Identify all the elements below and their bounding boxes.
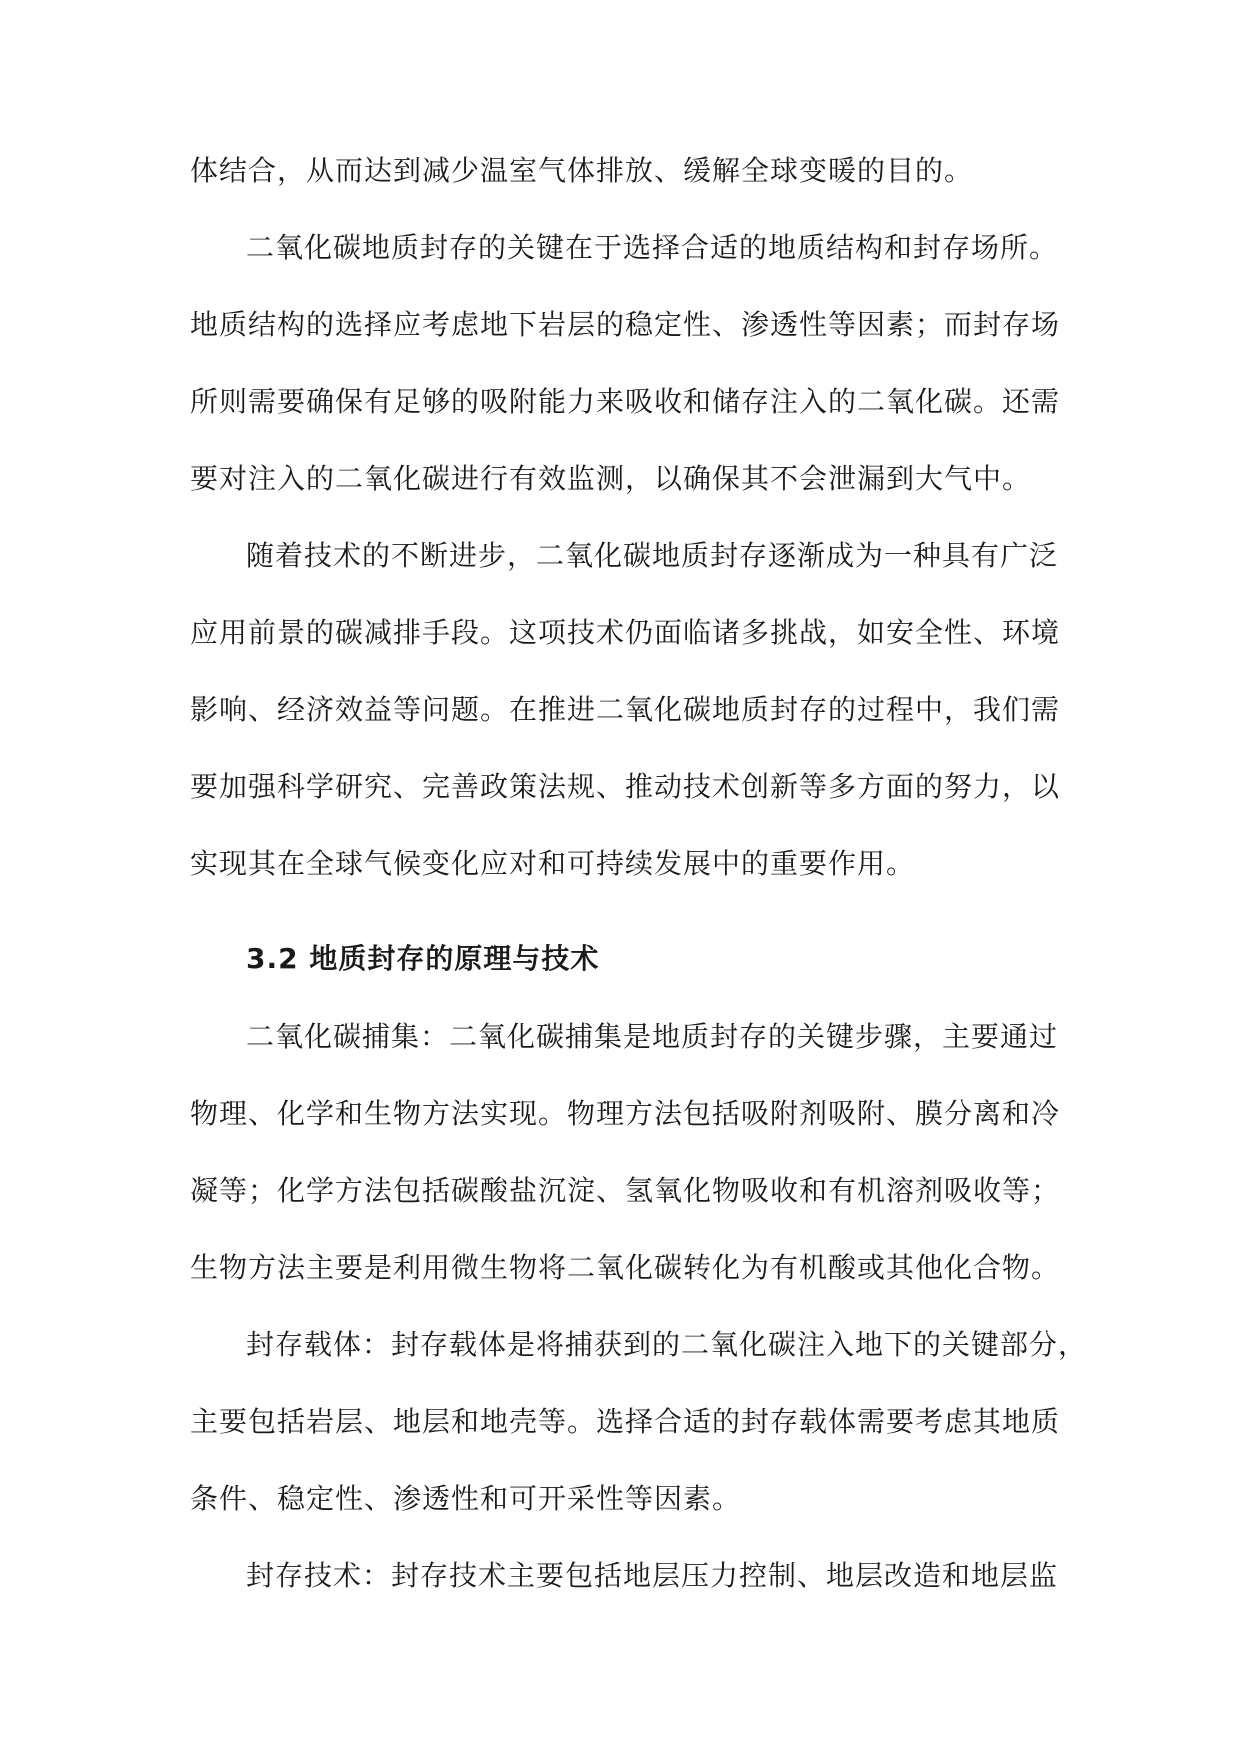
section-heading: 3.2 地质封存的原理与技术 [246,942,600,975]
text-line: 要加强科学研究、完善政策法规、推动技术创新等多方面的努力，以 [190,770,1061,803]
text-line: 所则需要确保有足够的吸附能力来吸收和储存注入的二氧化碳。还需 [190,385,1061,418]
text-line: 主要包括岩层、地层和地壳等。选择合适的封存载体需要考虑其地质 [190,1405,1061,1438]
paragraph-first-line: 封存技术：封存技术主要包括地层压力控制、地层改造和地层监 [246,1559,1059,1592]
text-line: 影响、经济效益等问题。在推进二氧化碳地质封存的过程中，我们需 [190,693,1061,726]
text-line: 凝等；化学方法包括碳酸盐沉淀、氢氧化物吸收和有机溶剂吸收等； [190,1174,1061,1207]
text-line: 应用前景的碳减排手段。这项技术仍面临诸多挑战，如安全性、环境 [190,616,1061,649]
paragraph-first-line: 随着技术的不断进步，二氧化碳地质封存逐渐成为一种具有广泛 [246,539,1059,572]
text-line: 要对注入的二氧化碳进行有效监测，以确保其不会泄漏到大气中。 [190,462,1032,495]
paragraph-first-line: 封存载体：封存载体是将捕获到的二氧化碳注入地下的关键部分， [246,1328,1088,1361]
text-line: 生物方法主要是利用微生物将二氧化碳转化为有机酸或其他化合物。 [190,1251,1061,1284]
paragraph-first-line: 二氧化碳捕集：二氧化碳捕集是地质封存的关键步骤，主要通过 [246,1020,1059,1053]
paragraph-first-line: 二氧化碳地质封存的关键在于选择合适的地质结构和封存场所。 [246,231,1059,264]
text-line: 体结合，从而达到减少温室气体排放、缓解全球变暖的目的。 [190,154,974,187]
text-line: 实现其在全球气候变化应对和可持续发展中的重要作用。 [190,847,916,880]
text-line: 条件、稳定性、渗透性和可开采性等因素。 [190,1482,742,1515]
text-line: 物理、化学和生物方法实现。物理方法包括吸附剂吸附、膜分离和冷 [190,1097,1061,1130]
text-line: 地质结构的选择应考虑地下岩层的稳定性、渗透性等因素；而封存场 [190,308,1061,341]
